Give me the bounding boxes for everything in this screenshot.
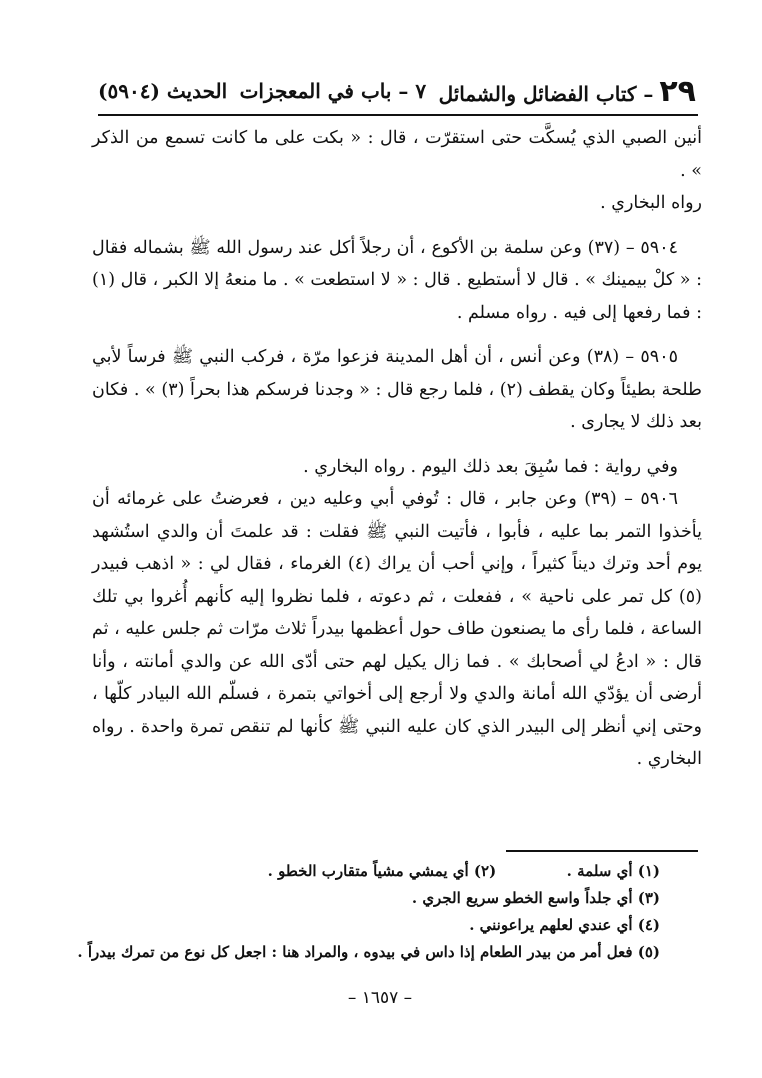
hadith-5905-riwaya: وفي رواية : فما سُبِقَ بعد ذلك اليوم . رواه البخاري .: [303, 456, 678, 477]
intro-line-1: أنين الصبي الذي يُسكَّت حتى استقرّت ، قال : « بكت على ما كانت تسمع من الذكر » .: [92, 128, 702, 181]
footnote-5: (٥) فعل أمر من بيدر الطعام إذا داس في بيدوه ، والمراد هنا : اجعل كل نوع من تمرك بيدراً .: [77, 943, 660, 961]
footnotes: [77, 858, 660, 966]
header-hadith-ref: الحديث (٥٩٠٤): [98, 79, 228, 103]
header-page-number: ٢٩: [659, 73, 696, 109]
header-rule: [98, 114, 698, 116]
footnote-row-1: [98, 858, 660, 885]
main-text: [92, 122, 702, 776]
footnote-1: (١) أي سلمة .: [566, 862, 660, 880]
intro-line-2: رواه البخاري .: [600, 193, 702, 213]
footnote-4: (٤) أي عندي لعلهم يراعونني .: [469, 916, 660, 934]
footnote-3: (٣) أي جلداً واسع الخطو سريع الجري .: [411, 889, 660, 907]
page-number: – ١٦٥٧ –: [347, 988, 413, 1008]
header-book-name: – كتاب الفضائل والشمائل: [438, 81, 654, 106]
hadith-5905: ٥٩٠٥ – (٣٨) وعن أنس ، أن أهل المدينة فزعوا مرّة ، فركب النبي ﷺ فرساً لأبي طلحة بطيئاً وكان يقطف (٢) ، فلما رجع قال : « وجدنا فرسكم هذا بحراً (٣) » . فكان بعد ذلك لا يجارى .: [92, 347, 702, 432]
hadith-5906: ٥٩٠٦ – (٣٩) وعن جابر ، قال : تُوفي أبي وعليه دين ، فعرضتُ على غرمائه أن يأخذوا التمر بما عليه ، فأبوا ، فأتيت النبي ﷺ فقلت : قد علمتَ أن والدي استُشهد يوم أحد وترك ديناً كثيراً ، وإني أحب أن يراك (٤) الغرماء ، فقال لي : « اذهب فبيدر (٥) كل تمر على ناحية » ، ففعلت ، ثم دعوته ، فلما نظروا إليه كأنهم أُغروا بي تلك الساعة ، فلما رأى ما يصنعون طاف حول أعظمها بيدراً ثلاث مرّات ثم جلس عليه ، ثم قال : « ادعُ لي أصحابك » . فما زال يكيل لهم حتى أدّى الله عن والدي أمانته ، وأنا أرضى أن يؤدّي الله أمانة والدي ولا أرجع إلى أخواتي بتمرة ، فسلّم الله البيادر كلّها ، وحتى إني أنظر إلى البيدر الذي كان عليه النبي ﷺ كأنها لم تنقص تمرة واحدة . رواه البخاري .: [92, 489, 702, 769]
footnote-2: (٢) أي يمشي مشياً متقارب الخطو .: [267, 862, 497, 880]
hadith-5904: ٥٩٠٤ – (٣٧) وعن سلمة بن الأكوع ، أن رجلاً أكل عند رسول الله ﷺ بشماله فقال : « كلْ بيمينك » . قال لا أستطيع . قال : « لا استطعت » . ما منعهُ إلا الكبر ، قال (١) : فما رفعها إلى فيه . رواه مسلم .: [92, 237, 702, 323]
header-chapter: ٧ – باب في المعجزات: [239, 79, 427, 103]
footnote-rule: [506, 850, 698, 852]
running-header: [98, 70, 696, 112]
header-book-title: [439, 74, 696, 109]
